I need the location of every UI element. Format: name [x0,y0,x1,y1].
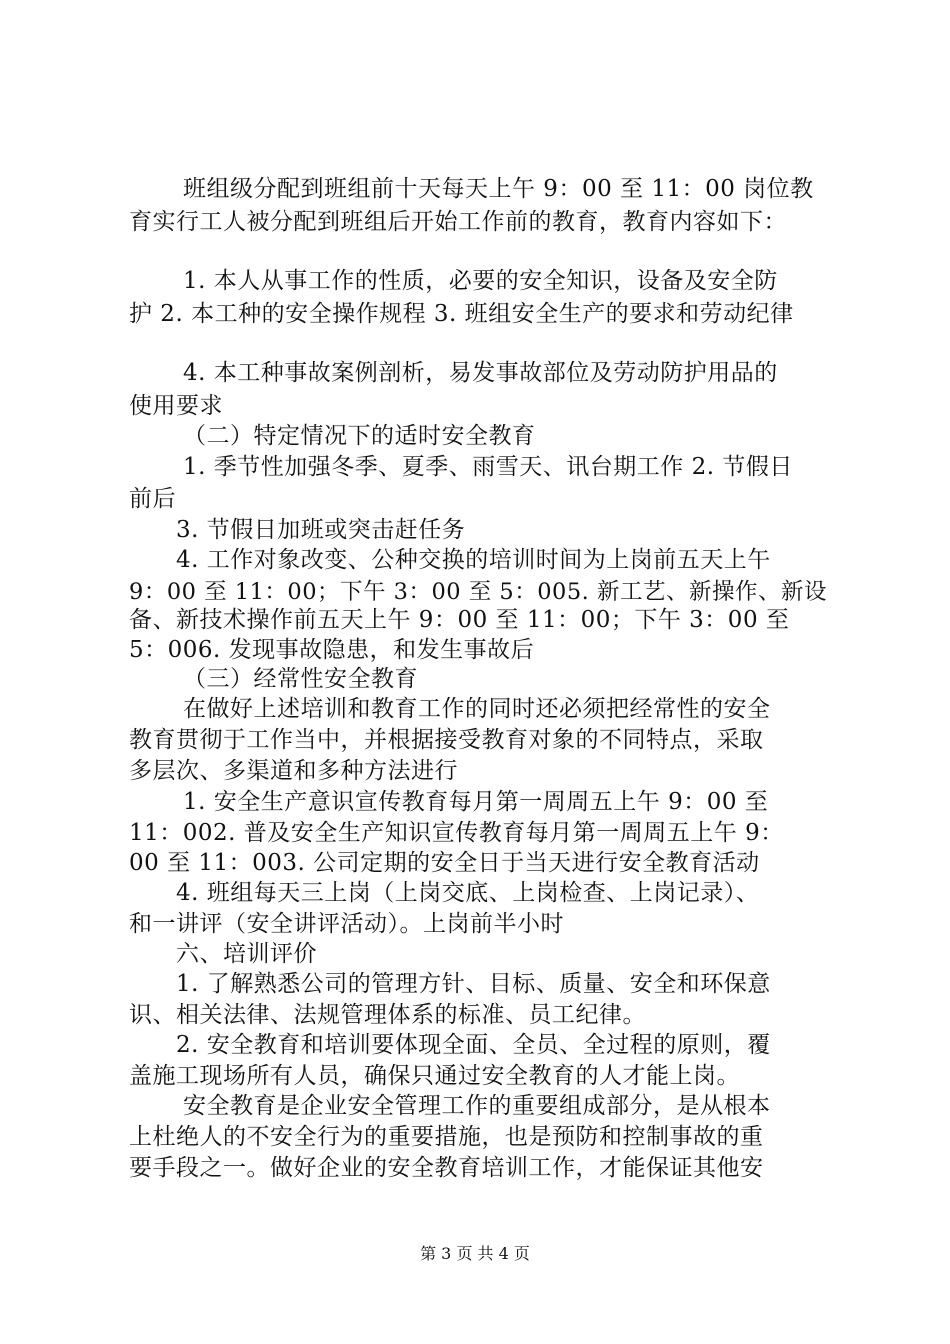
paragraph-line: 4. 工作对象改变、公种交换的培训时间为上岗前五天上午 [176,547,771,573]
paragraph-line: 1. 安全生产意识宣传教育每月第一周周五上午 9：00 至 [183,789,769,815]
section-heading: （三）经常性安全教育 [183,666,418,692]
section-heading: （二）特定情况下的适时安全教育 [183,423,536,449]
paragraph-line: 1. 了解熟悉公司的管理方针、目标、质量、安全和环保意 [176,971,771,997]
paragraph-line: 使用要求 [129,393,223,419]
paragraph-line: 班组级分配到班组前十天每天上午 9：00 至 11：00 岗位教 [183,176,814,202]
paragraph-line: 在做好上述培训和教育工作的同时还必须把经常性的安全 [183,696,771,722]
paragraph-line: 多层次、多渠道和多种方法进行 [129,758,458,784]
paragraph-line: 护 2. 本工种的安全操作规程 3. 班组安全生产的要求和劳动纪律 [129,301,794,327]
paragraph-line: 3. 节假日加班或突击赶任务 [176,517,466,543]
paragraph-line: 4. 班组每天三上岗（上岗交底、上岗检查、上岗记录）、 [176,880,760,906]
paragraph-line: 1. 本人从事工作的性质，必要的安全知识，设备及安全防 [183,268,778,294]
paragraph-line: 9：00 至 11：00；下午 3：00 至 5：005. 新工艺、新操作、新设 [129,579,827,605]
paragraph-line: 备、新技术操作前五天上午 9：00 至 11：00；下午 3：00 至 [129,607,790,633]
paragraph-line: 00 至 11：003. 公司定期的安全日于当天进行安全教育活动 [129,850,760,876]
paragraph-line: 2. 安全教育和培训要体现全面、全员、全过程的原则，覆 [176,1032,771,1058]
paragraph-line: 和一讲评（安全讲评活动）。上岗前半小时 [129,911,564,937]
paragraph-line: 教育贯彻于工作当中，并根据接受教育对象的不同特点，采取 [129,727,764,753]
paragraph-line: 上杜绝人的不安全行为的重要措施，也是预防和控制事故的重 [129,1124,764,1150]
paragraph-line: 11：002. 普及安全生产知识宣传教育每月第一周周五上午 9： [129,820,784,846]
paragraph-line: 识、相关法律、法规管理体系的标准、员工纪律。 [129,1002,646,1028]
paragraph-line: 盖施工现场所有人员，确保只通过安全教育的人才能上岗。 [129,1063,740,1089]
section-heading: 六、培训评价 [176,941,317,967]
paragraph-line: 5：006. 发现事故隐患，和发生事故后 [129,637,535,663]
page-number-footer: 第 3 页 共 4 页 [420,1244,530,1263]
paragraph-line: 安全教育是企业安全管理工作的重要组成部分，是从根本 [183,1093,771,1119]
paragraph-line: 前后 [129,486,176,512]
paragraph-line: 1. 季节性加强冬季、夏季、雨雪天、讯台期工作 2. 节假日 [183,454,793,480]
paragraph-line: 育实行工人被分配到班组后开始工作前的教育，教育内容如下： [129,209,787,235]
paragraph-line: 要手段之一。做好企业的安全教育培训工作，才能保证其他安 [129,1155,764,1181]
paragraph-line: 4. 本工种事故案例剖析，易发事故部位及劳动防护用品的 [183,360,778,386]
